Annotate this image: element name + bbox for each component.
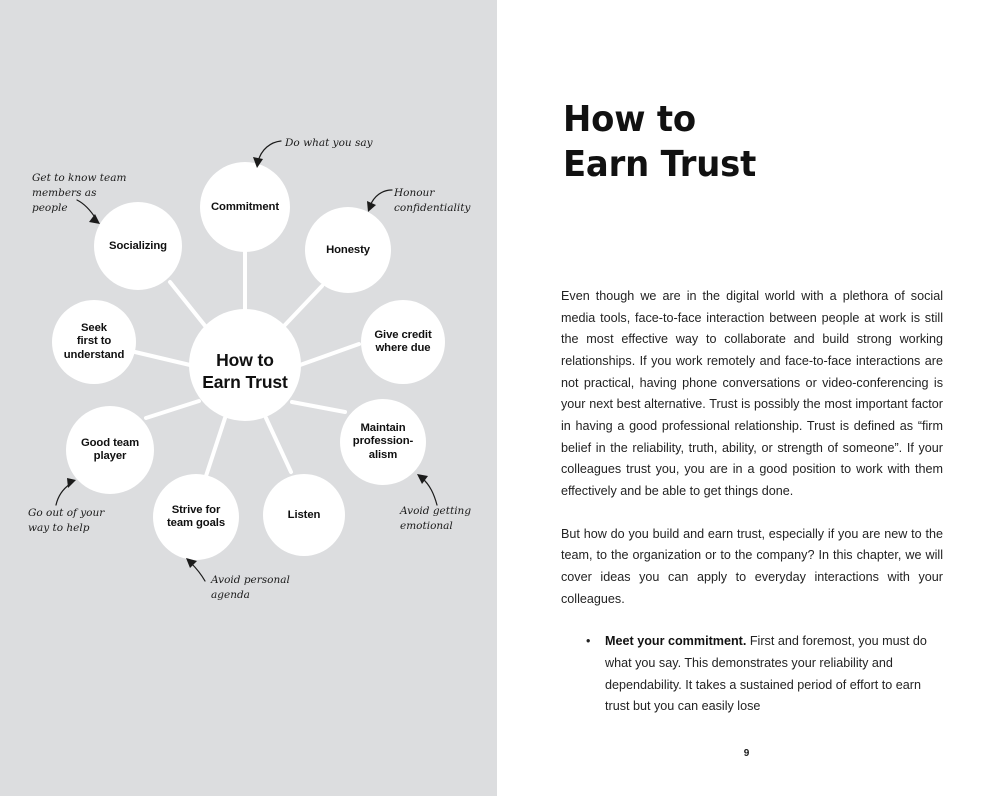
bullet-text: First and foremost, you must do what you say. This demonstrates your reliability and dependability. It takes a sustained period of effort to earn trust but you can easily lose	[605, 634, 927, 714]
node-label-listen-line-1: Listen	[287, 509, 321, 521]
connector-seek-understand	[135, 352, 190, 365]
node-label-give-credit-line-1: Give credit	[374, 329, 432, 341]
page-title-line-2: Earn Trust	[563, 144, 757, 186]
connector-socializing	[170, 282, 206, 327]
page-number: 9	[743, 748, 750, 759]
annotation-get-to-know-team-line-2: members as	[32, 186, 97, 199]
node-circle-professionalism	[340, 399, 426, 485]
node-label-professionalism-line-1: Maintain	[360, 422, 406, 434]
annotation-do-what-you-say	[285, 136, 415, 151]
annotation-honour-confidentiality-line-1: Honour	[394, 187, 435, 199]
node-label-seek-understand-line-2: first to	[76, 335, 112, 348]
body-paragraph-2: But how do you build and earn trust, especially if you are new to the team, to the organization or to the company? In this chapter, we will cover ideas you can apply to everyday interactions with your colleagues.	[561, 526, 943, 606]
connector-honesty	[284, 286, 322, 326]
annotation-get-to-know-team	[32, 171, 152, 216]
annotation-go-out-of-your-way-line-1: Go out of your	[28, 507, 105, 519]
page-title-line-1: How to	[563, 99, 696, 141]
hub-line-2: Earn Trust	[202, 371, 288, 392]
connector-listen	[266, 418, 291, 472]
annotation-avoid-personal-agenda	[211, 573, 331, 603]
connector-professionalism	[292, 402, 345, 412]
node-circle-team-goals	[153, 474, 239, 560]
node-circle-hub	[189, 309, 301, 421]
annotation-get-to-know-team-line-1: Get to know team	[32, 172, 127, 184]
connector-give-credit	[300, 344, 359, 365]
body-column	[561, 286, 943, 718]
annotation-honour-confidentiality	[394, 186, 504, 216]
diagram-canvas	[0, 0, 497, 796]
annotation-avoid-personal-agenda-line-1: Avoid personal	[211, 574, 290, 586]
node-label-seek-understand-line-1: Seek	[81, 322, 107, 334]
node-label-give-credit-line-2: where due	[375, 342, 431, 355]
node-label-team-player-line-2: player	[93, 450, 127, 463]
node-label-team-player-line-1: Good team	[80, 437, 140, 449]
node-circle-seek-understand	[52, 300, 136, 384]
node-circle-give-credit	[361, 300, 445, 384]
node-label-professionalism-line-2: profession-	[352, 435, 414, 448]
arrow-avoid-personal-agenda	[191, 563, 205, 581]
node-label-seek-understand-line-3: understand	[63, 348, 125, 361]
right-page	[497, 0, 996, 796]
node-circle-listen	[263, 474, 345, 556]
connector-team-player	[146, 401, 199, 418]
arrow-go-out-of-your-way	[56, 484, 70, 505]
arrow-avoid-getting-emotional	[422, 478, 437, 505]
node-label-professionalism-line-3: alism	[368, 448, 398, 461]
hub-line-1: How to	[216, 350, 274, 370]
page-title	[563, 97, 939, 187]
arrowhead-go-out-of-your-way	[67, 478, 76, 488]
annotation-avoid-getting-emotional-line-1: Avoid getting	[400, 505, 472, 517]
node-circle-team-player	[66, 406, 154, 494]
annotation-avoid-personal-agenda-line-2: agenda	[211, 588, 250, 601]
annotation-avoid-getting-emotional	[400, 504, 510, 534]
annotation-get-to-know-team-line-3: people	[32, 201, 68, 214]
annotation-honour-confidentiality-line-2: confidentiality	[394, 201, 471, 214]
bullet-lead: Meet your commitment.	[605, 634, 747, 649]
node-circle-commitment	[200, 162, 290, 252]
mind-map-diagram	[0, 0, 497, 796]
annotation-go-out-of-your-way-line-2: way to help	[28, 521, 90, 534]
annotation-do-what-you-say-line-1: Do what you say	[285, 137, 373, 149]
bullet-list	[561, 631, 943, 718]
node-label-commitment-line-1: Commitment	[210, 201, 280, 213]
node-circle-honesty	[305, 207, 391, 293]
arrow-honour-confidentiality	[370, 190, 392, 206]
node-label-honesty-line-1: Honesty	[326, 244, 370, 256]
list-item	[582, 631, 943, 718]
node-label-socializing-line-1: Socializing	[109, 240, 167, 252]
body-paragraph-1: Even though we are in the digital world with a plethora of social media tools, face-to-face interaction between people at work is still the most effective way to collaborate and build strong working relationships. If you work remotely and face-to-face interactions are not practical, having phone conversations or video-conferencing is your next best alternative. Trust is possibly the most important factor in having a good professional relationship. Trust is defined as “firm belief in the reliability, truth, ability, or strength of someone”. If your colleagues trust you, you are in a good position to work with them effectively and be able to get things done.	[561, 289, 943, 498]
node-label-team-goals-line-2: team goals	[166, 517, 226, 530]
node-label-team-goals-line-1: Strive for	[171, 504, 221, 516]
left-page	[0, 0, 497, 796]
connector-team-goals	[206, 418, 225, 476]
bullet-marker: •	[586, 634, 591, 649]
annotation-avoid-getting-emotional-line-2: emotional	[400, 519, 453, 532]
annotation-go-out-of-your-way	[28, 506, 148, 536]
